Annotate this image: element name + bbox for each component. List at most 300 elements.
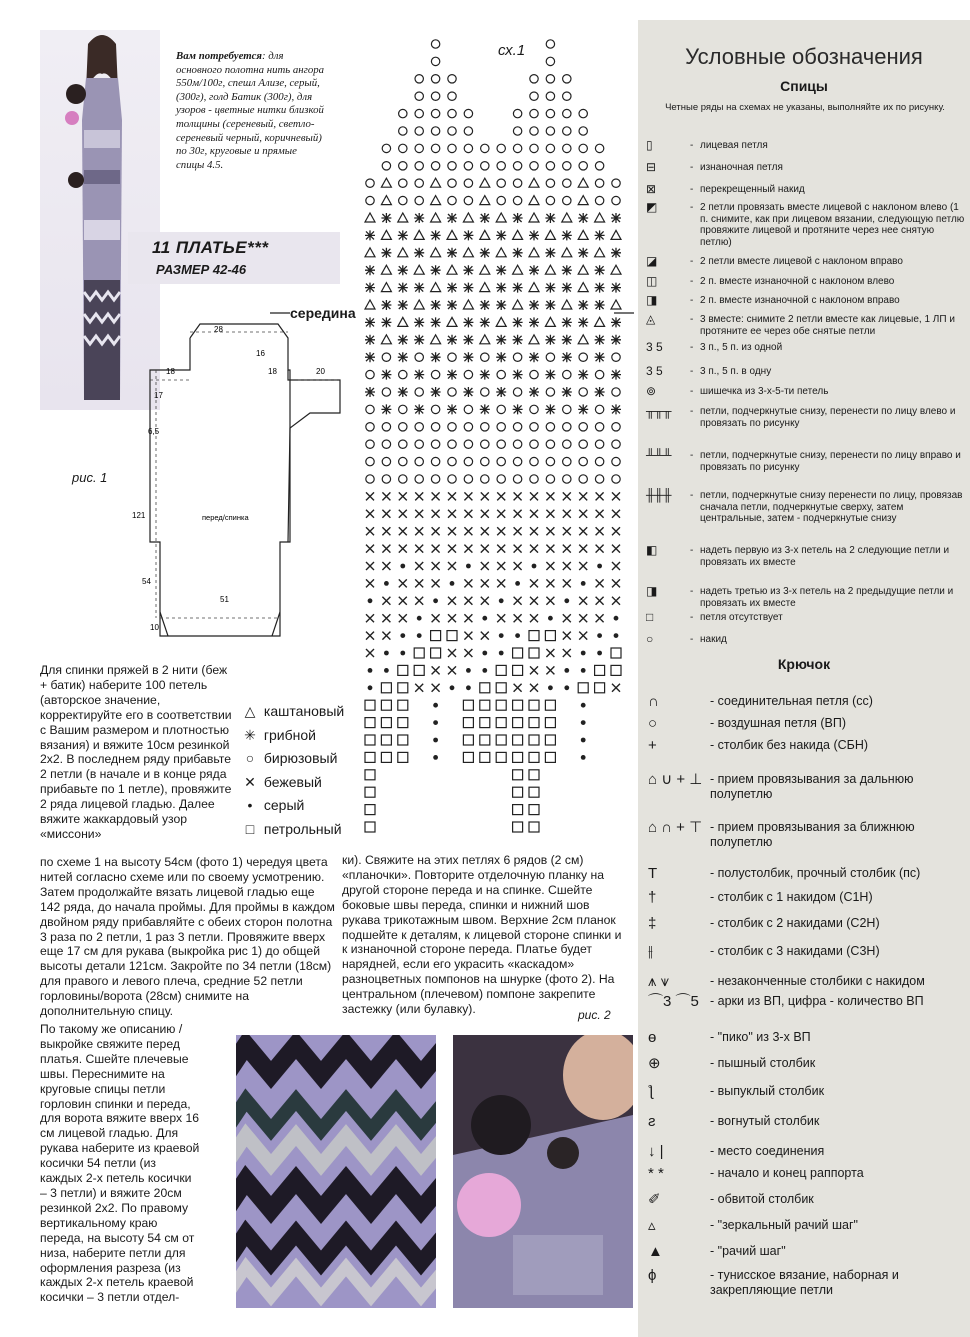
legend-note: Четные ряды на схемах не указаны, выполняйте их по рисунку. — [665, 102, 945, 113]
chart-cell-circle — [563, 196, 571, 204]
chart-cell-circle — [399, 475, 407, 483]
chart-cell-star — [447, 404, 457, 414]
legend-text: - "рачий шаг" — [710, 1244, 786, 1258]
chart-cell-circle — [513, 475, 521, 483]
chart-cell-triangle — [578, 283, 588, 292]
chart-cell-cross — [481, 632, 489, 640]
chart-cell-star — [480, 404, 490, 414]
legend-text: - "пико" из 3-х ВП — [710, 1030, 811, 1044]
chart-cell-cross — [464, 597, 472, 605]
chart-cell-circle — [415, 353, 423, 361]
dim-10: 10 — [150, 623, 159, 632]
color-name: грибной — [263, 726, 316, 743]
chart-cell-square — [529, 735, 539, 745]
chart-cell-cross — [432, 562, 440, 570]
bobble-icon: ⊚ — [646, 384, 657, 398]
chart-cell-dot — [499, 651, 504, 656]
chart-cell-triangle — [365, 248, 375, 257]
slip-stitch-icon: ∩ — [648, 693, 659, 710]
chart-cell-cross — [481, 562, 489, 570]
chart-cell-cross — [448, 649, 456, 657]
chart-cell-circle — [431, 475, 439, 483]
chart-cell-dot — [417, 616, 422, 621]
chart-cell-dot — [433, 738, 438, 743]
color-name: серый — [263, 797, 305, 813]
legend-text: петли, подчеркнутые снизу перенести по лицу, провязав сначала петли, подчеркнутые сверху, затем центральные, затем - подчеркнутые снизу — [700, 490, 963, 525]
legend-text: - столбик с 2 накидами (С2Н) — [710, 916, 880, 930]
chart-cell-dot — [466, 685, 471, 690]
chart-cell-circle — [464, 144, 472, 152]
legend-text: - обвитой столбик — [710, 1192, 814, 1206]
join-icon: ↓ | — [648, 1143, 664, 1160]
chart-cell-star — [595, 335, 605, 345]
chart-cell-circle — [513, 423, 521, 431]
chart-cell-square — [365, 787, 375, 797]
chart-cell-circle — [431, 457, 439, 465]
legend-text: - столбик с 1 накидом (С1Н) — [710, 890, 873, 904]
chart-cell-circle — [448, 179, 456, 187]
chart-cell-circle — [431, 92, 439, 100]
chart-cell-star — [365, 352, 375, 362]
chart-cell-cross — [497, 492, 505, 500]
tunisian-icon: ϕ — [648, 1267, 657, 1284]
chart-cell-star — [611, 283, 621, 293]
chart-cell-star — [398, 335, 408, 345]
chart-cell-cross — [464, 545, 472, 553]
chart-cell-cross — [382, 562, 390, 570]
chart-cell-triangle — [381, 178, 391, 187]
instructions-part-4: ки). Свяжите на этих петлях 6 рядов (2 см) «планочки». Повторите отделочную планку на другой стороне переда и на спинке. Сшейте боковые швы переда, спинки и нижний шов рукава трикотажным швом. Верхние 2см планок подшейте к деталям, к лицевой стороне спинки и к изнаночной стороне переда. Платье будет нарядней, если его украсить «каскадом» разноцветных помпонов на шнурке (фото 2). На центральном (плечевом) помпоне закрепите застежку (или булавку). — [342, 853, 622, 1017]
chart-cell-circle — [513, 440, 521, 448]
chart-cell-square — [365, 735, 375, 745]
chart-cell-star — [562, 352, 572, 362]
chart-cell-cross — [497, 527, 505, 535]
legend-dash: - — [690, 202, 694, 213]
chart-cell-cross — [596, 614, 604, 622]
chart-cell-square — [365, 700, 375, 710]
chart-cell-circle — [415, 179, 423, 187]
chart-cell-circle — [382, 162, 390, 170]
chart-cell-square — [480, 718, 490, 728]
chart-cell-cross — [448, 666, 456, 674]
chart-cell-circle — [595, 475, 603, 483]
slip-first-icon: ◧ — [646, 543, 658, 557]
chart-cell-star — [578, 317, 588, 327]
chart-cell-square — [381, 735, 391, 745]
chart-cell-cross — [530, 579, 538, 587]
chart-cell-cross — [415, 562, 423, 570]
schematic-center-label: перед/спинка — [202, 513, 249, 522]
instructions-part-3: По такому же описанию / выкройке свяжите перед платья. Сшейте плечевые швы. Переснимите на круговые спицы петли горловин спинки и переда, для ворота вяжите вверх 16 см лицевой гладью. Для рукава наберите из краевой косички 54 петли (из каждых 2-х петель косички – 3 петли) и вяжите 20см резинкой 2х2. По правому вертикальному краю переда, на высоту 54 см от низа, наберите петли для оформления разреза (из каждых 2-х петель краевой косички – 3 петли отдел- — [40, 1022, 200, 1305]
chart-cell-star — [513, 317, 523, 327]
chart-cell-circle — [448, 109, 456, 117]
chart-cell-star — [513, 213, 523, 223]
chart-cell-star — [398, 265, 408, 275]
double-crochet-icon: † — [648, 889, 657, 906]
chart-cell-star — [365, 265, 375, 275]
chart-cell-circle — [530, 405, 538, 413]
chart-cell-star — [496, 230, 506, 240]
chart-cell-triangle — [480, 283, 490, 292]
chart-cell-triangle — [480, 196, 490, 205]
chart-cell-star — [365, 317, 375, 327]
chart-cell-circle — [546, 162, 554, 170]
chart-cell-square — [480, 683, 490, 693]
chart-cell-cross — [612, 510, 620, 518]
slip-third-icon: ◨ — [646, 584, 658, 598]
chart-cell-circle — [595, 370, 603, 378]
p2tog-right-icon: ◨ — [646, 293, 658, 307]
chart-cell-cross — [579, 632, 587, 640]
chart-cell-circle — [448, 127, 456, 135]
chart-cell-square — [381, 700, 391, 710]
chart-cell-circle — [546, 75, 554, 83]
chart-cell-triangle — [562, 300, 572, 309]
chart-cell-circle — [448, 423, 456, 431]
chart-cell-circle — [415, 127, 423, 135]
chart-cell-dot — [433, 755, 438, 760]
chart-cell-square — [381, 683, 391, 693]
chart-cell-square — [365, 752, 375, 762]
legend-text: - соединительная петля (сс) — [710, 694, 873, 708]
legend-text: 3 п., 5 п. из одной — [700, 342, 783, 353]
pompom-detail-photo — [453, 1035, 633, 1308]
chart-cell-dot — [564, 598, 569, 603]
chart-cell-circle — [366, 440, 374, 448]
chart-cell-triangle — [414, 230, 424, 239]
chart-cell-cross — [563, 562, 571, 570]
chart-cell-cross — [530, 666, 538, 674]
chart-cell-circle — [366, 457, 374, 465]
chart-cell-cross — [415, 684, 423, 692]
chart-cell-cross — [546, 597, 554, 605]
chart-cell-star — [513, 283, 523, 293]
chart-cell-circle — [546, 475, 554, 483]
legend-text: - тунисское вязание, наборная и закрепляющие петли — [710, 1268, 899, 1297]
chart-cell-triangle — [595, 248, 605, 257]
chart-cell-circle — [612, 457, 620, 465]
chart-cell-triangle — [381, 283, 391, 292]
legend-text: - столбик с 3 накидами (С3Н) — [710, 944, 880, 958]
chart-cell-dot — [433, 703, 438, 708]
chart-cell-square — [545, 735, 555, 745]
chart-cell-circle — [530, 144, 538, 152]
chart-cell-circle — [464, 109, 472, 117]
chart-cell-star — [447, 300, 457, 310]
chart-cell-circle — [399, 127, 407, 135]
chart-cell-circle — [579, 162, 587, 170]
color-name: каштановый — [263, 703, 345, 719]
chart-cell-square — [529, 718, 539, 728]
chart-cell-dot — [384, 668, 389, 673]
chart-cell-circle — [399, 109, 407, 117]
chart-cell-circle — [366, 196, 374, 204]
legend-text: 3 вместе: снимите 2 петли вместе как лицевые, 1 ЛП и протяните ее через обе снятые петли — [700, 314, 955, 337]
chart-cell-triangle — [529, 178, 539, 187]
chart-cell-cross — [448, 527, 456, 535]
chart-cell-square — [480, 700, 490, 710]
chart-cell-square — [513, 752, 523, 762]
chart-cell-dot — [581, 651, 586, 656]
chart-cell-circle — [431, 75, 439, 83]
chart-cell-square — [496, 718, 506, 728]
chart-cell-triangle — [611, 265, 621, 274]
chart-cell-cross — [530, 597, 538, 605]
chart-cell-circle — [382, 353, 390, 361]
chart-cell-cross — [563, 649, 571, 657]
chart-cell-star — [381, 370, 391, 380]
color-legend-row — [240, 747, 344, 771]
chart-cell-star — [480, 317, 490, 327]
chart-cell-circle — [595, 405, 603, 413]
chart-cell-dot — [400, 651, 405, 656]
chart-cell-star — [480, 300, 490, 310]
chart-cell-cross — [432, 666, 440, 674]
fp-stitch-icon: ƪ — [648, 1083, 654, 1100]
chart-cell-dot — [466, 668, 471, 673]
chart-cell-cross — [399, 545, 407, 553]
zigzag-pattern-illustration — [236, 1035, 436, 1308]
chart-cell-circle — [513, 162, 521, 170]
chart-cell-dot — [450, 581, 455, 586]
chart-cell-square — [398, 683, 408, 693]
chart-cell-circle — [448, 440, 456, 448]
chart-cell-circle — [513, 196, 521, 204]
chart-cell-cross — [399, 510, 407, 518]
legend-dash: - — [690, 490, 694, 501]
chart-cell-star — [562, 265, 572, 275]
chart-cell-star — [381, 213, 391, 223]
chart-cell-cross — [464, 527, 472, 535]
chart-cell-circle — [415, 423, 423, 431]
chart-cell-cross — [579, 614, 587, 622]
chart-cell-dot — [450, 685, 455, 690]
chart-cell-square — [414, 665, 424, 675]
chart-cell-circle — [497, 475, 505, 483]
chart-cell-circle — [382, 475, 390, 483]
chart-cell-dot — [581, 581, 586, 586]
chart-cell-dot — [548, 616, 553, 621]
chart-cell-star — [611, 213, 621, 223]
chart-cell-star — [463, 352, 473, 362]
chart-cell-star — [381, 248, 391, 258]
increase-icon: 3 5 — [646, 340, 663, 354]
dim-121: 121 — [132, 511, 146, 520]
chart-cell-cross — [464, 614, 472, 622]
chain-icon: ○ — [648, 715, 658, 732]
chart-cell-dot — [499, 633, 504, 638]
chart-cell-cross — [546, 666, 554, 674]
chart-cell-star — [431, 387, 441, 397]
chart-cell-square — [398, 700, 408, 710]
chart-cell-circle — [415, 144, 423, 152]
chart-cell-cross — [415, 597, 423, 605]
chart-cell-circle — [431, 162, 439, 170]
cable-right-icon: ╨╨╨ — [646, 448, 672, 462]
chart-cell-circle — [481, 475, 489, 483]
chart-cell-cross — [612, 597, 620, 605]
back-loop-icon: ⌂ ∪ + ⊥ — [648, 771, 703, 788]
chart-cell-circle — [563, 457, 571, 465]
chart-cell-dot — [368, 598, 373, 603]
chart-cell-star — [545, 404, 555, 414]
chart-cell-cross — [497, 510, 505, 518]
chart-cell-square — [463, 752, 473, 762]
no-stitch-icon: □ — [646, 610, 654, 624]
chart-cell-cross — [432, 492, 440, 500]
chart-cell-square — [513, 665, 523, 675]
legend-text: - вогнутый столбик — [710, 1114, 820, 1128]
chart-cell-circle — [464, 179, 472, 187]
chart-cell-cross — [497, 579, 505, 587]
chart-cell-circle — [497, 440, 505, 448]
chart-cell-square — [431, 648, 441, 658]
chart-cell-star — [496, 283, 506, 293]
chart-cell-cross — [612, 545, 620, 553]
garment-schematic — [120, 318, 350, 648]
chart-cell-dot — [581, 668, 586, 673]
chart-cell-star — [431, 300, 441, 310]
middle-label: середина — [290, 305, 356, 321]
figure-1-caption: рис. 1 — [72, 470, 108, 485]
chart-cell-cross — [579, 527, 587, 535]
chart-cell-dot — [384, 651, 389, 656]
legend-text: - "зеркальный рачий шаг" — [710, 1218, 858, 1232]
chart-cell-star — [496, 387, 506, 397]
chart-cell-cross — [481, 579, 489, 587]
legend-dash: - — [690, 184, 694, 195]
chart-cell-dot — [581, 720, 586, 725]
chart-cell-circle — [579, 475, 587, 483]
chart-cell-circle — [563, 127, 571, 135]
chart-cell-circle — [464, 127, 472, 135]
chart-cell-cross — [366, 632, 374, 640]
color-legend-row — [240, 724, 344, 748]
chart-cell-cross — [382, 492, 390, 500]
chart-cell-star — [529, 230, 539, 240]
chart-cell-cross — [448, 597, 456, 605]
chart-cell-cross — [612, 684, 620, 692]
chart-cell-cross — [579, 562, 587, 570]
chart-cell-circle — [431, 57, 439, 65]
chart-cell-dot — [532, 564, 537, 569]
chart-cell-dot — [564, 685, 569, 690]
chart-cell-circle — [530, 109, 538, 117]
chart-cell-square — [365, 822, 375, 832]
chart-cell-circle — [595, 144, 603, 152]
chart-cell-circle — [612, 423, 620, 431]
dim-6-5: 6,5 — [148, 427, 160, 436]
chart-cell-cross — [399, 527, 407, 535]
chart-cell-triangle — [496, 317, 506, 326]
chart-cell-triangle — [578, 196, 588, 205]
legend-text: 2 петли вместе лицевой с наклоном вправо — [700, 256, 903, 267]
chart-cell-cross — [464, 492, 472, 500]
chart-cell-dot — [581, 703, 586, 708]
chart-cell-star — [562, 387, 572, 397]
chart-cell-circle — [481, 440, 489, 448]
chart-cell-star — [513, 370, 523, 380]
chart-cell-star — [611, 404, 621, 414]
legend-text: - столбик без накида (СБН) — [710, 738, 869, 752]
legend-dash: - — [690, 342, 694, 353]
legend-text: - незаконченные столбики с накидом — [710, 974, 925, 988]
chart-cell-star — [578, 213, 588, 223]
chart-cell-circle — [382, 457, 390, 465]
legend-title: Условные обозначения — [685, 44, 923, 69]
schematic-outline — [150, 324, 340, 636]
chart-cell-star — [381, 317, 391, 327]
chart-cell-circle — [579, 440, 587, 448]
chart-cell-cross — [546, 579, 554, 587]
chart-cell-circle — [448, 162, 456, 170]
chart-cell-triangle — [414, 300, 424, 309]
chart-cell-star — [447, 213, 457, 223]
legend-dash: - — [690, 276, 694, 287]
chart-cell-star — [529, 300, 539, 310]
arch-icon: ⌒3 ⌒5 — [648, 993, 699, 1010]
chart-cell-star — [365, 230, 375, 240]
chart-cell-circle — [464, 405, 472, 413]
size-label: РАЗМЕР 42-46 — [156, 262, 247, 277]
chart-cell-dot — [581, 738, 586, 743]
chart-cell-star — [398, 230, 408, 240]
chart-cell-star — [611, 335, 621, 345]
chart-cell-star — [365, 387, 375, 397]
chart-cell-star — [611, 248, 621, 258]
chart-cell-star — [414, 317, 424, 327]
legend-dash: - — [690, 140, 694, 151]
color-legend — [240, 700, 344, 841]
chart-cell-square — [496, 665, 506, 675]
chart-cell-triangle — [463, 213, 473, 222]
chart-cell-circle — [448, 144, 456, 152]
chart-cell-circle — [546, 109, 554, 117]
chart-cell-circle — [497, 370, 505, 378]
chart-cell-circle — [497, 179, 505, 187]
chart-cell-cross — [432, 510, 440, 518]
chart-cell-cross — [448, 510, 456, 518]
chart-cell-cross — [497, 562, 505, 570]
figure-2-caption: рис. 2 — [578, 1008, 611, 1022]
chart-cell-circle — [366, 405, 374, 413]
chart-cell-dot — [433, 720, 438, 725]
chart-cell-square — [529, 787, 539, 797]
purl-stitch-icon: ⊟ — [646, 160, 657, 174]
chart-cell-circle — [563, 75, 571, 83]
legend-dash: - — [690, 295, 694, 306]
legend-dash: - — [690, 586, 694, 597]
chart-cell-cross — [366, 579, 374, 587]
chart-cell-square — [513, 805, 523, 815]
chart-cell-cross — [596, 597, 604, 605]
chart-cell-cross — [448, 545, 456, 553]
chart-cell-circle — [612, 440, 620, 448]
chart-cell-dot — [482, 651, 487, 656]
chart-cell-circle — [448, 75, 456, 83]
chart-cell-dot — [581, 755, 586, 760]
chart-cell-cross — [530, 684, 538, 692]
chart-cell-square — [529, 770, 539, 780]
chart-cell-square — [496, 683, 506, 693]
chart-cell-circle — [579, 388, 587, 396]
chart-cell-circle — [431, 40, 439, 48]
legend-text: петли, подчеркнутые снизу, перенести по лицу вправо и провязать по рисунку — [700, 450, 961, 473]
chart-cell-square — [463, 735, 473, 745]
chart-cell-circle — [399, 457, 407, 465]
dim-20: 20 — [316, 367, 325, 376]
legend-text: надеть третью из 3-х петель на 2 предыдущие петли и провязать их вместе — [700, 586, 954, 609]
